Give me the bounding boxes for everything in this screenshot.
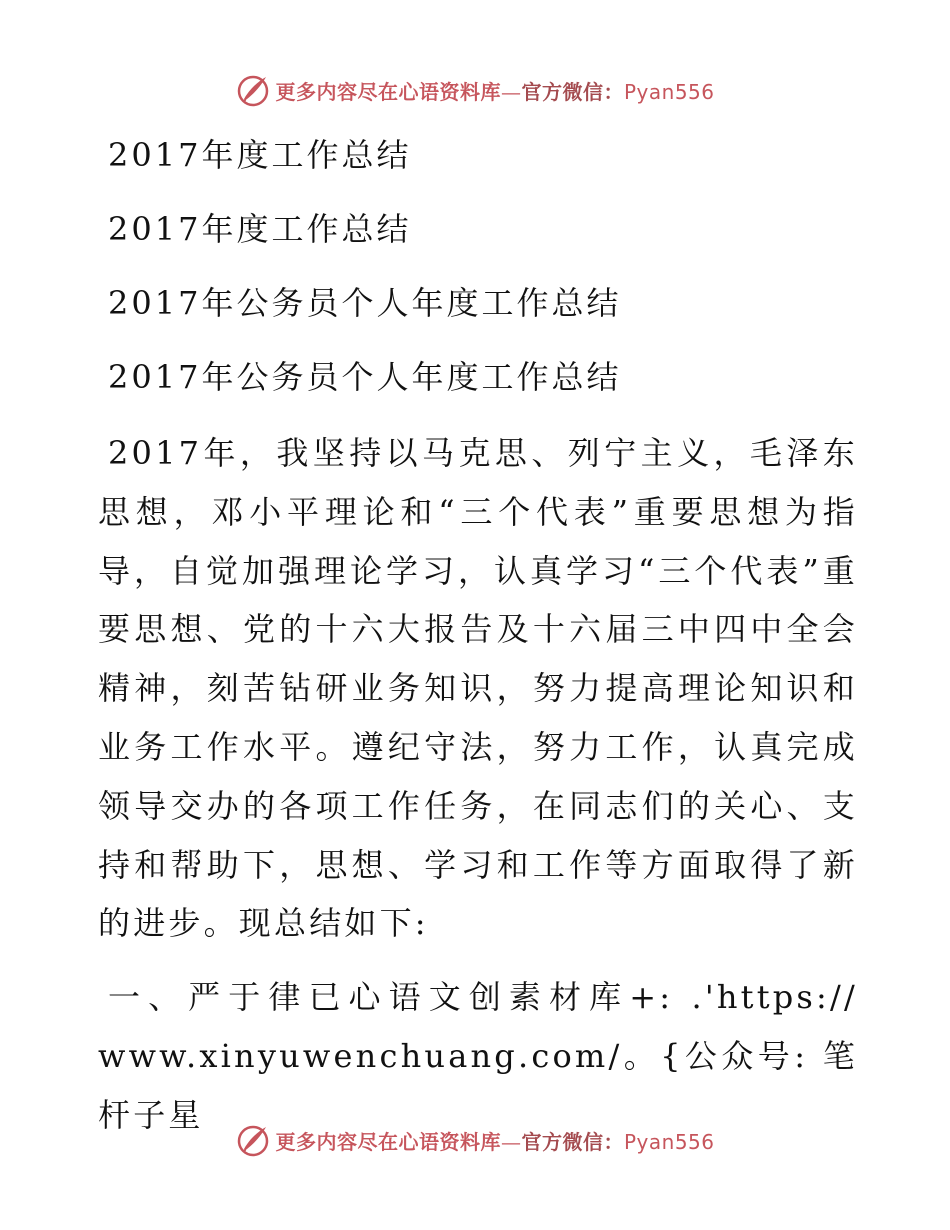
banner-dash: — xyxy=(500,1129,522,1154)
section-one-paragraph: 一、严于律已心语文创素材库+: .'https:// www.xinyuwenchuang.com/。{公众号: 笔杆子星 xyxy=(98,978,858,1134)
feather-quill-logo-icon xyxy=(235,72,271,108)
body-paragraph: 2017年，我坚持以马克思、列宁主义，毛泽东思想，邓小平理论和“三个代表”重要思想为指导，自觉加强理论学习，认真学习“三个代表”重要思想、党的十六大报告及十六届三中四中全会精神，刻苦钻研业务知识，努力提高理论知识和业务工作水平。遵纪守法，努力工作，认真完成领导交办的各项工作任务，在同志们的关心、支持和帮助下，思想、学习和工作等方面取得了新的进步。现总结如下: xyxy=(98,434,858,943)
banner-main-text: 更多内容尽在心语资料库 xyxy=(275,1129,501,1154)
banner-wechat-id: Pyan556 xyxy=(623,1129,715,1154)
header-banner xyxy=(0,70,950,110)
footer-banner xyxy=(0,1120,950,1160)
feather-quill-logo-icon xyxy=(235,1122,271,1158)
document-title-line: 2017年度工作总结 xyxy=(108,136,412,174)
document-title-line: 2017年公务员个人年度工作总结 xyxy=(108,358,622,396)
banner-dash: — xyxy=(500,79,522,104)
banner-official-label: 官方微信： xyxy=(521,79,624,104)
banner-main-text: 更多内容尽在心语资料库 xyxy=(275,79,501,104)
document-title-line: 2017年公务员个人年度工作总结 xyxy=(108,284,622,322)
banner-wechat-id: Pyan556 xyxy=(623,79,715,104)
banner-text xyxy=(275,1126,714,1155)
banner-text xyxy=(275,76,714,105)
banner-official-label: 官方微信： xyxy=(521,1129,624,1154)
document-title-line: 2017年度工作总结 xyxy=(108,210,412,248)
document-body xyxy=(98,118,858,1145)
